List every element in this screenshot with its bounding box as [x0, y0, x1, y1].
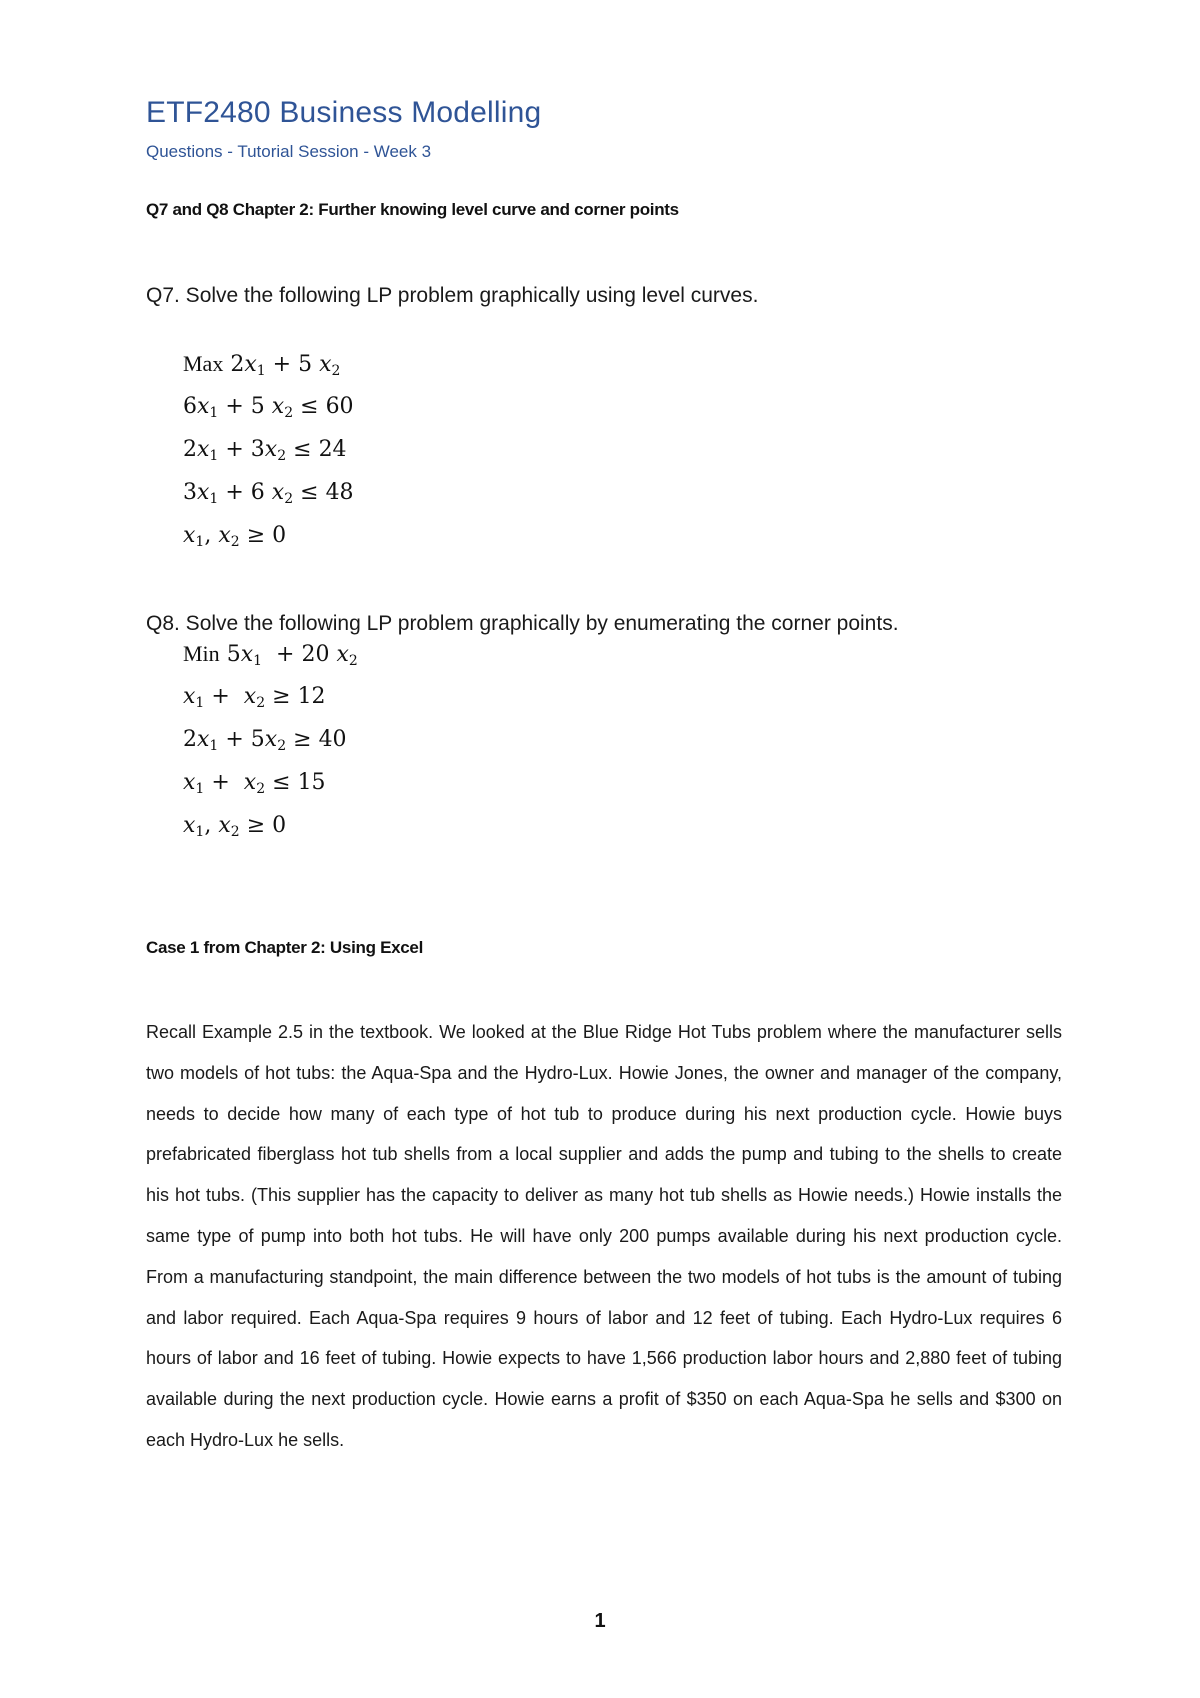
q8-constraint-1: $x_1 + x_2 \ge 12$: [183, 684, 326, 711]
q7-objective: Max $2x_1 + 5$ $x_2$: [183, 351, 341, 379]
section-heading-q7-q8: Q7 and Q8 Chapter 2: Further knowing level curve and corner points: [146, 200, 679, 219]
page-number: 1: [594, 1610, 606, 1632]
q8-constraint-2: $2x_1 + 5x_2 \ge 40$: [183, 727, 347, 754]
section-heading-case-1: Case 1 from Chapter 2: Using Excel: [146, 938, 424, 957]
q7-constraint-1: $6x_1 + 5$ $x_2 \le 60$: [183, 394, 354, 421]
q8-prompt: Q8. Solve the following LP problem graphically by enumerating the corner points.: [146, 612, 899, 635]
document-subtitle: Questions - Tutorial Session - Week 3: [146, 142, 432, 161]
q8-nonnegativity: $x_1$, $x_2 \ge 0$: [183, 813, 287, 840]
q7-constraint-2: $2x_1 + 3x_2 \le 24$: [183, 437, 347, 464]
q8-objective: Min $5x_1 + 20$ $x_2$: [183, 641, 358, 669]
q8-constraint-3: $x_1 + x_2 \le 15$: [183, 770, 326, 797]
q7-prompt: Q7. Solve the following LP problem graphically using level curves.: [146, 284, 759, 307]
q8-formulation: [183, 632, 358, 847]
q7-nonnegativity: $x_1$, $x_2 \ge 0$: [183, 523, 287, 550]
document-title: ETF2480 Business Modelling: [146, 96, 542, 129]
q7-formulation: [183, 342, 354, 557]
q7-constraint-3: $3x_1 + 6$ $x_2 \le 48$: [183, 480, 354, 507]
case-1-paragraph: Recall Example 2.5 in the textbook. We looked at the Blue Ridge Hot Tubs problem where the manufacturer sells two models of hot tubs: the Aqua-Spa and the Hydro-Lux. Howie Jones, the owner and manager of the company, needs to decide how many of each type of hot tub to produce during his next production cycle. Howie buys prefabricated fiberglass hot tub shells from a local supplier and adds the pump and tubing to the shells to create his hot tubs. (This supplier has the capacity to deliver as many hot tub shells as Howie needs.) Howie installs the same type of pump into both hot tubs. He will have only 200 pumps available during his next production cycle. From a manufacturing standpoint, the main difference between the two models of hot tubs is the amount of tubing and labor required. Each Aqua-Spa requires 9 hours of labor and 12 feet of tubing. Each Hydro-Lux requires 6 hours of labor and 16 feet of tubing. Howie expects to have 1,566 production labor hours and 2,880 feet of tubing available during the next production cycle. Howie earns a profit of $350 on each Aqua-Spa he sells and $300 on each Hydro-Lux he sells.: [146, 1022, 1062, 1450]
